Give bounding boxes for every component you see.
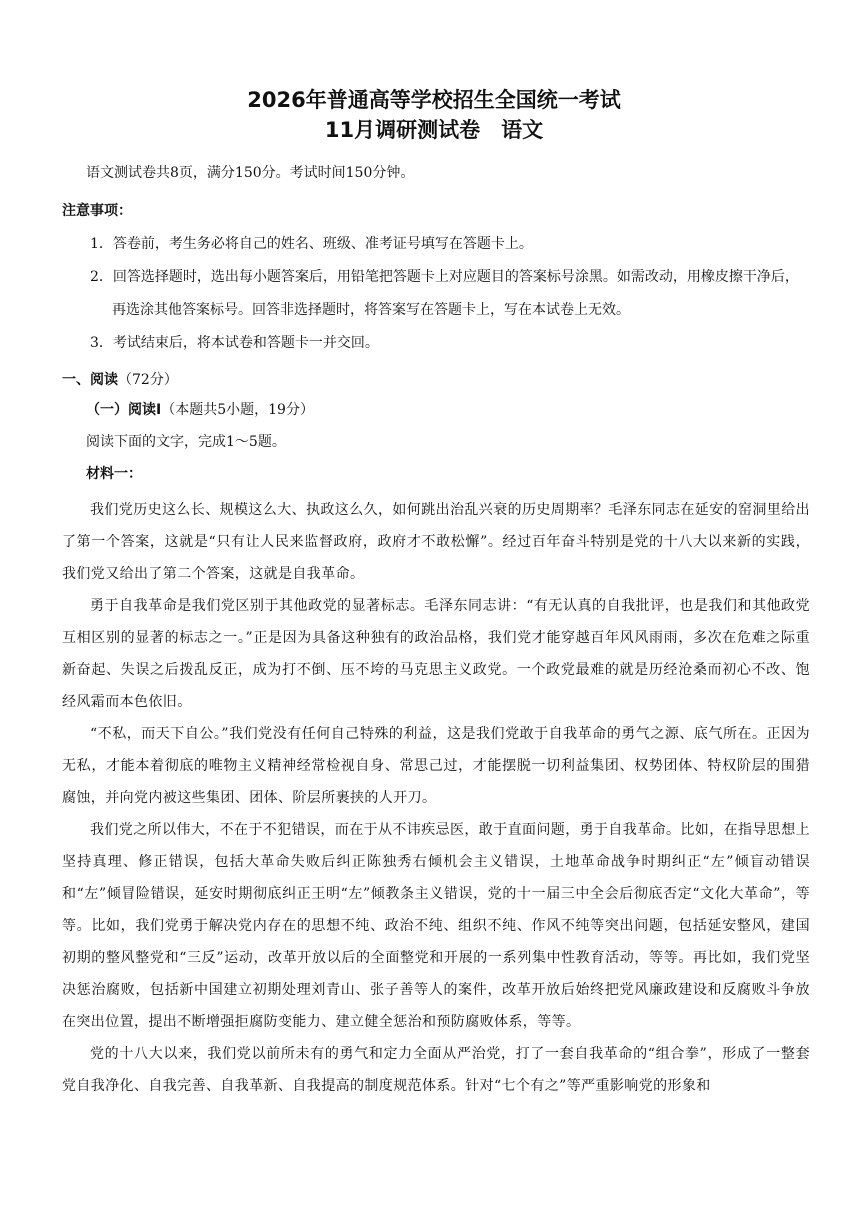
- exam-subtitle: 11月调研测试卷 语文: [324, 118, 544, 142]
- section-title: 一、阅读: [62, 372, 118, 388]
- passage-paragraph: 我们党历史这么长、规模这么大、执政这么久，如何跳出治乱兴衰的历史周期率？毛泽东同志在延安的窑洞里给出了第一个答案，这就是“只有让人民来监督政府，政府才不敢松懈”。经过百年奋斗特别是党的十八大以来新的实践，我们党又给出了第二个答案，这就是自我革命。: [62, 502, 810, 582]
- subsection-title: （一）阅读Ⅰ: [86, 402, 162, 418]
- notes-list: [62, 228, 810, 360]
- notes-heading: 注意事项：: [62, 203, 132, 219]
- passage-paragraph: 勇于自我革命是我们党区别于其他政党的显著标志。毛泽东同志讲：“有无认真的自我批评，也是我们和其他政党互相区别的显著的标志之一。”正是因为具备这种独有的政治品格，我们党才能穿越百年风风雨雨，多次在危难之际重新奋起、失误之后拨乱反正，成为打不倒、压不垮的马克思主义政党。一个政党最难的就是历经沧桑而初心不改、饱经风霜而本色依旧。: [62, 598, 810, 710]
- note-item: 3．考试结束后，将本试卷和答题卡一并交回。: [90, 335, 379, 351]
- exam-title: 2026年普通高等学校招生全国统一考试: [247, 88, 621, 112]
- note-item: 2．回答选择题时，选出每小题答案后，用铅笔把答题卡上对应题目的答案标号涂黑。如需改动，用橡皮擦干净后，再选涂其他答案标号。回答非选择题时，将答案写在答题卡上，写在本试卷上无效。: [90, 269, 799, 318]
- subsection-note: （本题共5小题，19分）: [161, 402, 314, 418]
- passage-paragraph: 党的十八大以来，我们党以前所未有的勇气和定力全面从严治党，打了一套自我革命的“组合拳”，形成了一整套党自我净化、自我完善、自我革新、自我提高的制度规范体系。针对“七个有之”等严重影响党的形象和: [62, 1046, 810, 1094]
- passage-paragraph: “不私，而天下自公。”我们党没有任何自己特殊的利益，这是我们党敢于自我革命的勇气之源、底气所在。正因为无私，才能本着彻底的唯物主义精神经常检视自身、常思己过，才能摆脱一切利益集团、权势团体、特权阶层的围猎腐蚀，并向党内被这些集团、团体、阶层所裹挟的人开刀。: [62, 726, 810, 806]
- note-item: 1．答卷前，考生务必将自己的姓名、班级、准考证号填写在答题卡上。: [90, 236, 533, 252]
- section-score: （72分）: [118, 372, 178, 388]
- section-heading: [62, 368, 178, 392]
- material-label: 材料一：: [86, 466, 142, 482]
- subsection-heading: [86, 398, 314, 422]
- reading-instruction: 阅读下面的文字，完成1～5题。: [86, 434, 286, 450]
- passage-paragraph: 我们党之所以伟大，不在于不犯错误，而在于从不讳疾忌医，敢于直面问题，勇于自我革命。比如，在指导思想上坚持真理、修正错误，包括大革命失败后纠正陈独秀右倾机会主义错误，土地革命战争时期纠正“左”倾盲动错误和“左”倾冒险错误，延安时期彻底纠正王明“左”倾教条主义错误，党的十一届三中全会后彻底否定“文化大革命”，等等。比如，我们党勇于解决党内存在的思想不纯、政治不纯、组织不纯、作风不纯等突出问题，包括延安整风，建国初期的整风整党和“三反”运动，改革开放以后的全面整党和开展的一系列集中性教育活动，等等。再比如，我们党坚决惩治腐败，包括新中国建立初期处理刘青山、张子善等人的案件，改革开放后始终把党风廉政建设和反腐败斗争放在突出位置，提出不断增强拒腐防变能力、建立健全惩治和预防腐败体系，等等。: [62, 822, 810, 1030]
- reading-passage: [62, 494, 810, 1102]
- exam-intro: 语文测试卷共8页，满分150分。考试时间150分钟。: [86, 165, 415, 181]
